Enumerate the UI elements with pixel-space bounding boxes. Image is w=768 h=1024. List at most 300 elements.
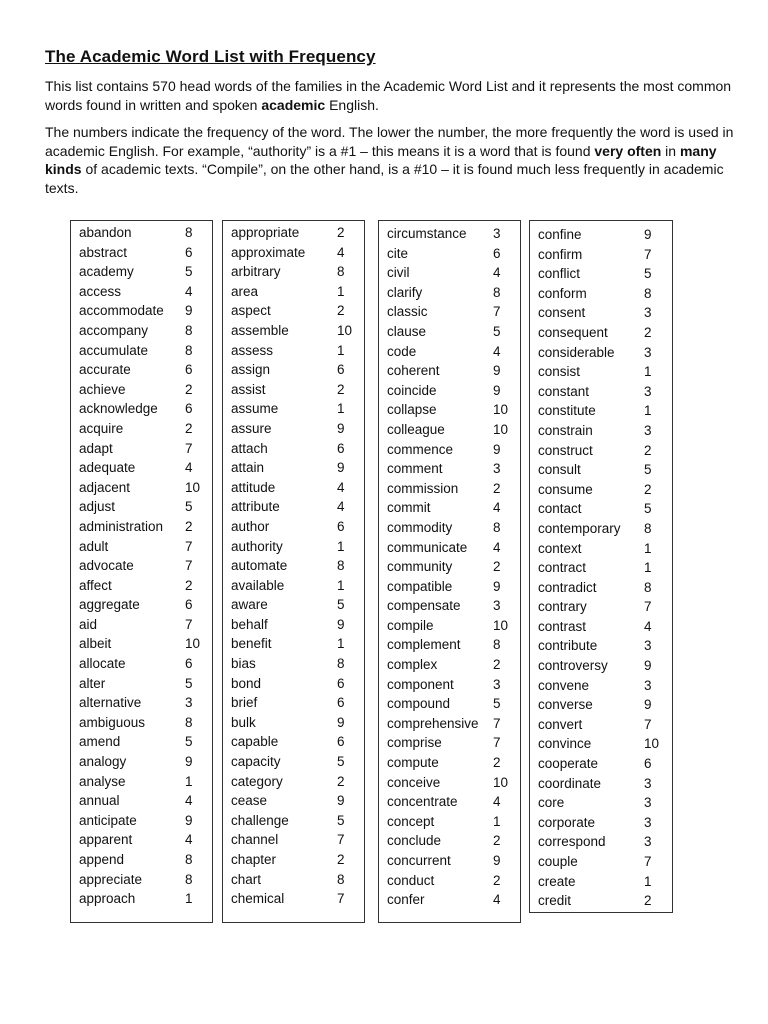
word-row [79,419,212,439]
frequency-value: 9 [644,697,652,713]
frequency-value: 10 [493,617,509,633]
word-text: clause [387,323,427,339]
word-row [231,850,364,870]
word-row [79,830,212,850]
word-row [231,419,364,439]
word-row [387,302,520,322]
word-row [231,654,364,674]
word-text: credit [538,893,572,909]
word-text: commission [387,480,459,496]
word-text: albeit [79,636,112,652]
word-text: contrast [538,618,587,634]
frequency-value: 7 [644,246,652,262]
word-row [538,597,672,617]
word-text: author [231,518,270,534]
word-row [387,283,520,303]
word-row [231,811,364,831]
word-text: appreciate [79,871,143,887]
word-text: correspond [538,834,606,850]
word-text: collapse [387,402,437,418]
word-row [387,361,520,381]
frequency-value: 2 [644,324,652,340]
intro-text-end: English. [325,96,379,113]
frequency-value: 6 [185,656,193,672]
frequency-value: 9 [493,441,501,457]
frequency-value: 8 [493,284,501,300]
frequency-value: 8 [644,520,652,536]
explain-text: of academic texts. “Compile”, on the other hand, is a #10 – it is found much less frequently in academic texts. [45,161,724,196]
word-text: complex [387,657,438,673]
word-text: conflict [538,266,581,282]
frequency-value: 5 [493,323,501,339]
word-row [538,813,672,833]
word-row [79,595,212,615]
word-text: capable [231,734,279,750]
word-text: community [387,559,453,575]
frequency-value: 6 [337,675,345,691]
word-row [231,517,364,537]
word-row [79,243,212,263]
word-text: assemble [231,322,289,338]
frequency-value: 7 [185,440,193,456]
word-text: allocate [79,656,126,672]
frequency-value: 4 [337,244,345,260]
explain-text: The numbers indicate the frequency of the word. The lower the number, the more frequently the word is used in academic English. For example, “authority” is a #1 – this means it is a word that is found [45,124,734,159]
word-row [387,498,520,518]
word-text: create [538,873,576,889]
word-row [79,752,212,772]
word-text: adjust [79,499,116,515]
frequency-value: 2 [644,442,652,458]
word-row [387,831,520,851]
word-text: circumstance [387,226,467,241]
word-row [231,870,364,890]
word-row [538,441,672,461]
frequency-value: 8 [185,871,193,887]
word-row [387,694,520,714]
word-text: assume [231,401,279,417]
frequency-value: 1 [644,560,652,576]
frequency-value: 3 [644,344,652,360]
word-row [387,871,520,891]
word-row [79,811,212,831]
word-row [387,675,520,695]
frequency-value: 9 [337,616,345,632]
frequency-value: 8 [185,342,193,358]
word-text: consent [538,305,586,321]
frequency-value: 2 [337,381,345,397]
frequency-value: 4 [493,892,501,908]
word-text: compile [387,617,434,633]
word-row [538,676,672,696]
word-text: concentrate [387,794,458,810]
word-row [79,497,212,517]
word-text: authority [231,538,283,554]
word-text: constant [538,383,590,399]
word-text: amend [79,734,121,750]
frequency-value: 1 [644,364,652,380]
word-row [387,381,520,401]
word-row [387,714,520,734]
word-text: affect [79,577,112,593]
word-row [79,301,212,321]
word-row [79,713,212,733]
word-row [231,693,364,713]
word-row [538,636,672,656]
frequency-value: 9 [185,303,193,319]
word-row [231,595,364,615]
frequency-value: 1 [644,403,652,419]
word-row [231,732,364,752]
frequency-value: 9 [337,420,345,436]
word-text: comment [387,461,443,477]
word-text: conclude [387,833,442,849]
word-text: annual [79,793,120,809]
frequency-value: 9 [493,382,501,398]
word-text: compatible [387,578,453,594]
frequency-value: 6 [185,597,193,613]
frequency-value: 1 [337,401,345,417]
frequency-value: 6 [493,245,501,261]
explain-paragraph [45,123,735,197]
word-row [231,478,364,498]
word-text: core [538,795,565,811]
word-row [79,282,212,302]
word-row [231,341,364,361]
word-row [538,734,672,754]
page-title: The Academic Word List with Frequency [45,47,376,66]
frequency-value: 3 [644,422,652,438]
word-text: category [231,773,283,789]
word-text: analyse [79,773,126,789]
word-row [387,792,520,812]
frequency-value: 8 [337,558,345,574]
word-row [231,634,364,654]
word-row [387,655,520,675]
word-row [387,244,520,264]
word-text: administration [79,518,164,534]
frequency-value: 7 [644,599,652,615]
frequency-value: 4 [185,460,193,476]
word-text: benefit [231,636,272,652]
word-text: aware [231,597,268,613]
explain-bold: very often [594,142,662,159]
word-text: communicate [387,539,468,555]
word-text: commodity [387,519,453,535]
word-row [231,380,364,400]
word-row [538,617,672,637]
frequency-value: 3 [644,834,652,850]
frequency-value: 4 [493,343,501,359]
word-row [79,262,212,282]
word-text: consist [538,364,581,380]
frequency-value: 1 [644,540,652,556]
word-row [387,400,520,420]
word-row [231,791,364,811]
word-row [79,556,212,576]
word-text: contact [538,501,582,517]
word-row [538,891,672,911]
frequency-value: 3 [493,226,501,241]
frequency-value: 7 [644,716,652,732]
frequency-value: 6 [337,362,345,378]
word-row [79,889,212,909]
word-row [79,850,212,870]
frequency-value: 6 [337,518,345,534]
word-row [231,301,364,321]
word-row [79,576,212,596]
frequency-value: 2 [185,518,193,534]
word-text: alternative [79,695,142,711]
word-text: attach [231,440,268,456]
word-text: achieve [79,381,126,397]
word-row [79,478,212,498]
word-row [538,460,672,480]
word-text: attribute [231,499,280,515]
word-text: conceive [387,774,441,790]
frequency-value: 9 [493,578,501,594]
frequency-value: 9 [337,460,345,476]
word-row [387,773,520,793]
word-text: contribute [538,638,598,654]
word-text: converse [538,697,593,713]
word-text: coordinate [538,775,602,791]
frequency-value: 3 [493,461,501,477]
frequency-value: 4 [493,794,501,810]
frequency-value: 7 [337,891,345,907]
word-row [79,439,212,459]
word-row [538,343,672,363]
word-row [79,674,212,694]
word-text: acquire [79,420,124,436]
frequency-value: 4 [493,500,501,516]
word-row [231,321,364,341]
word-row [538,578,672,598]
frequency-value: 6 [644,756,652,772]
frequency-value: 2 [644,481,652,497]
word-text: accompany [79,322,149,338]
word-text: area [231,283,259,299]
frequency-value: 4 [493,539,501,555]
word-row [79,732,212,752]
word-row [538,539,672,559]
word-text: arbitrary [231,264,281,280]
word-row [538,715,672,735]
frequency-value: 3 [493,676,501,692]
word-row [387,263,520,283]
frequency-value: 2 [337,773,345,789]
word-text: capacity [231,754,281,770]
frequency-value: 4 [185,283,193,299]
intro-paragraph [45,77,735,114]
frequency-value: 6 [185,244,193,260]
word-row [79,870,212,890]
word-row [231,537,364,557]
frequency-value: 6 [337,695,345,711]
word-text: convince [538,736,592,752]
frequency-value: 1 [337,538,345,554]
frequency-value: 7 [644,854,652,869]
word-text: confer [387,892,425,908]
word-text: chemical [231,891,285,907]
word-text: cite [387,245,409,261]
word-row [538,245,672,265]
frequency-value: 2 [337,852,345,867]
word-text: attain [231,460,265,476]
word-text: cooperate [538,756,599,772]
word-row [387,440,520,460]
frequency-value: 10 [337,322,353,338]
frequency-value: 1 [337,577,345,593]
frequency-value: 2 [337,225,345,240]
intro-text: This list contains 570 head words of the families in the Academic Word List and it represents the most common words found in written and spoken [45,78,732,113]
frequency-value: 5 [337,812,345,828]
frequency-value: 4 [185,832,193,848]
word-text: constrain [538,422,593,438]
frequency-value: 8 [644,285,652,301]
frequency-value: 2 [493,480,501,496]
word-text: conduct [387,872,435,888]
frequency-value: 1 [337,636,345,652]
word-text: consequent [538,324,608,340]
frequency-value: 3 [185,695,193,711]
word-row [79,399,212,419]
word-row [79,615,212,635]
word-row [231,713,364,733]
word-row [79,517,212,537]
frequency-value: 8 [185,852,193,867]
word-row [231,615,364,635]
word-text: attitude [231,479,276,495]
frequency-value: 1 [337,342,345,358]
word-text: contract [538,560,587,576]
frequency-value: 3 [644,775,652,791]
word-text: considerable [538,344,615,360]
frequency-value: 9 [185,754,193,770]
frequency-value: 5 [185,675,193,691]
frequency-value: 8 [337,871,345,887]
word-text: consult [538,462,581,478]
word-row [387,557,520,577]
word-text: adult [79,538,109,554]
word-text: accumulate [79,342,149,358]
frequency-value: 8 [493,519,501,535]
word-text: advocate [79,558,134,574]
word-text: apparent [79,832,133,848]
frequency-value: 7 [337,832,345,848]
word-text: coherent [387,363,440,379]
word-text: compensate [387,598,461,614]
word-row [538,421,672,441]
frequency-value: 2 [493,559,501,575]
word-text: component [387,676,454,692]
word-text: couple [538,854,578,869]
word-text: aid [79,616,98,632]
word-text: bulk [231,714,256,730]
word-text: convene [538,677,590,693]
word-text: automate [231,558,288,574]
word-text: assign [231,362,271,378]
frequency-value: 8 [337,264,345,280]
frequency-value: 6 [337,440,345,456]
frequency-value: 1 [185,773,193,789]
frequency-value: 6 [185,401,193,417]
word-text: bias [231,656,256,672]
word-text: conform [538,285,587,301]
frequency-value: 5 [185,499,193,515]
word-text: commence [387,441,454,457]
word-text: construct [538,442,593,458]
frequency-value: 8 [185,714,193,730]
frequency-value: 3 [644,795,652,811]
word-text: brief [231,695,258,711]
word-text: context [538,540,582,556]
word-text: adjacent [79,479,131,495]
word-text: confirm [538,246,583,262]
word-row [387,596,520,616]
frequency-value: 2 [493,755,501,771]
word-row [79,341,212,361]
word-text: constitute [538,403,596,419]
word-row [387,577,520,597]
frequency-value: 4 [644,618,652,634]
frequency-value: 5 [644,501,652,517]
word-row [231,360,364,380]
word-row [231,243,364,263]
word-row [387,420,520,440]
frequency-value: 4 [337,479,345,495]
frequency-value: 3 [644,383,652,399]
word-text: adapt [79,440,113,456]
word-row [387,753,520,773]
word-text: assist [231,381,266,397]
frequency-value: 7 [493,735,501,751]
word-row [538,774,672,794]
word-text: available [231,577,285,593]
frequency-value: 7 [493,715,501,731]
word-row [79,360,212,380]
word-row [231,576,364,596]
frequency-value: 6 [185,362,193,378]
frequency-value: 5 [644,266,652,282]
word-text: commit [387,500,431,516]
frequency-value: 8 [185,225,193,240]
frequency-value: 9 [337,714,345,730]
word-row [231,262,364,282]
frequency-value: 1 [493,813,501,829]
frequency-value: 5 [493,696,501,712]
word-text: chart [231,871,262,887]
word-row [538,264,672,284]
frequency-value: 4 [493,265,501,281]
frequency-value: 5 [185,264,193,280]
word-text: adequate [79,460,136,476]
word-text: chapter [231,852,277,867]
word-row [231,772,364,792]
word-row [538,852,672,872]
frequency-value: 1 [337,283,345,299]
word-text: bond [231,675,262,691]
word-row [79,772,212,792]
frequency-value: 10 [185,636,201,652]
word-text: accurate [79,362,131,378]
word-row [231,674,364,694]
word-text: anticipate [79,812,137,828]
word-row [538,303,672,323]
frequency-value: 7 [493,304,501,320]
word-row [387,479,520,499]
word-text: abandon [79,225,132,240]
